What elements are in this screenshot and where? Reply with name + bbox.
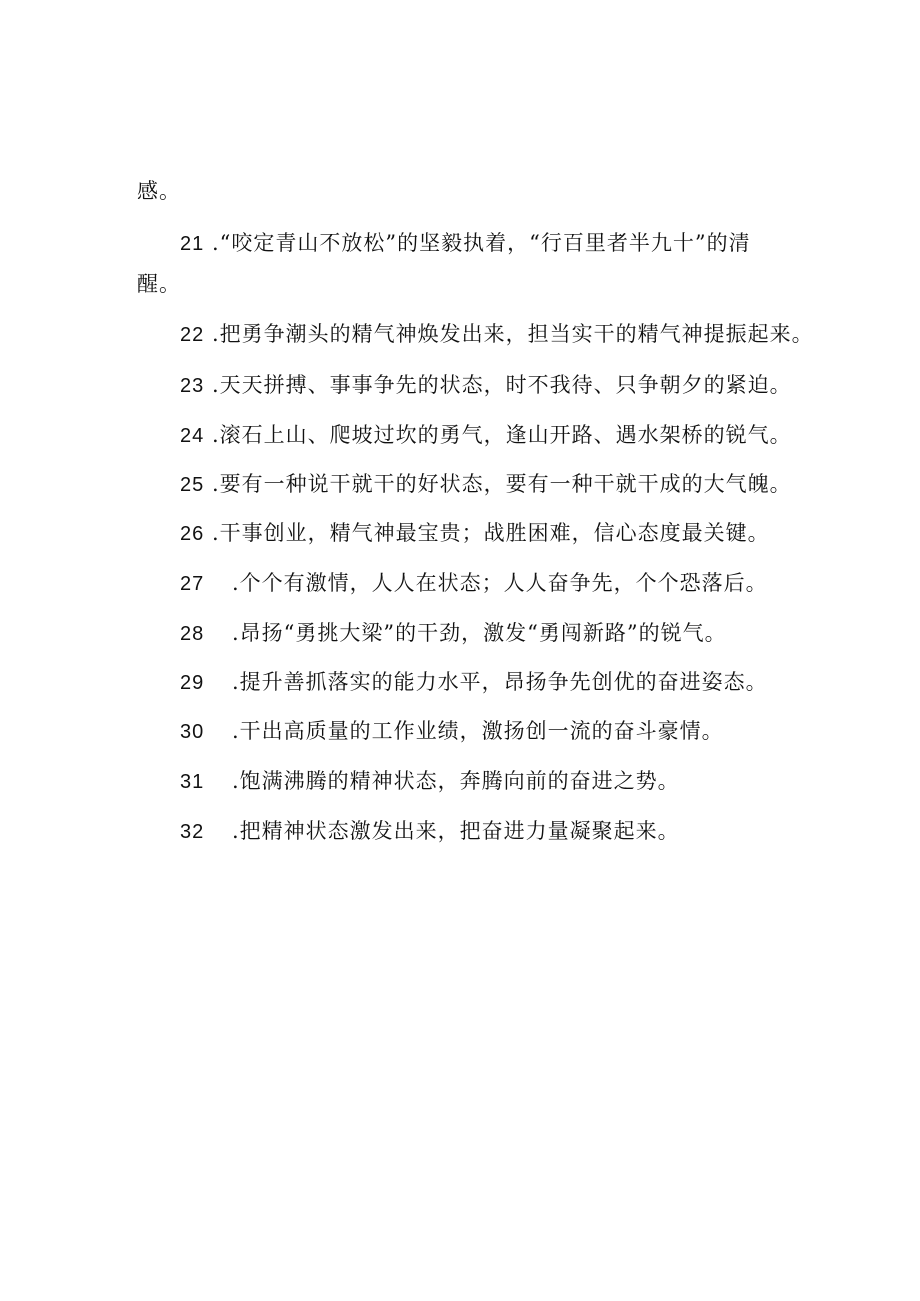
item-number: 31 [180, 771, 205, 793]
item-number: 27 [180, 573, 205, 595]
item-number: 24 [180, 425, 205, 447]
item-number: 25 [180, 474, 205, 496]
item-number: 29 [180, 672, 205, 694]
item-text: .天天拼搏、事事争先的状态，时不我待、只争朝夕的紧迫。 [212, 373, 792, 397]
list-item-25 [180, 469, 792, 500]
item-number: 23 [180, 375, 205, 397]
item-text: .要有一种说干就干的好状态，要有一种干就干成的大气魄。 [212, 472, 792, 496]
line-text: 感。 [137, 179, 181, 203]
paragraph-continuation [137, 269, 181, 299]
item-text: .滚石上山、爬坡过坎的勇气，逢山开路、遇水架桥的锐气。 [212, 423, 792, 447]
list-item-24 [180, 420, 792, 451]
list-item-26 [180, 518, 770, 549]
list-item-30 [180, 716, 724, 747]
item-number: 21 [180, 233, 205, 255]
item-text: .把精神状态激发出来，把奋进力量凝聚起来。 [232, 819, 680, 843]
item-text: .提升善抓落实的能力水平，昂扬争先创优的奋进姿态。 [232, 670, 768, 694]
item-text: .把勇争潮头的精气神焕发出来，担当实干的精气神提振起来。 [212, 322, 814, 346]
item-number: 32 [180, 821, 205, 843]
item-text: .昂扬“勇挑大梁”的干劲，激发“勇闯新路”的锐气。 [232, 621, 727, 645]
list-item-32 [180, 816, 680, 847]
list-item-23 [180, 370, 792, 401]
item-number: 28 [180, 623, 205, 645]
item-text: .干事创业，精气神最宝贵；战胜困难，信心态度最关键。 [212, 521, 770, 545]
list-item-31 [180, 766, 680, 797]
list-item-21 [180, 228, 751, 259]
list-item-27 [180, 568, 768, 599]
line-text: 醒。 [137, 272, 181, 296]
list-item-28 [180, 618, 727, 649]
list-item-22 [180, 319, 814, 350]
item-text: .饱满沸腾的精神状态，奔腾向前的奋进之势。 [232, 769, 680, 793]
list-item-29 [180, 667, 768, 698]
item-text: .干出高质量的工作业绩，激扬创一流的奋斗豪情。 [232, 719, 724, 743]
item-number: 26 [180, 523, 205, 545]
paragraph-continuation [137, 176, 181, 206]
item-number: 22 [180, 324, 205, 346]
item-number: 30 [180, 721, 205, 743]
item-text: .个个有激情，人人在状态；人人奋争先，个个恐落后。 [232, 571, 768, 595]
item-text: .“咬定青山不放松”的坚毅执着，“行百里者半九十”的清 [212, 231, 751, 255]
